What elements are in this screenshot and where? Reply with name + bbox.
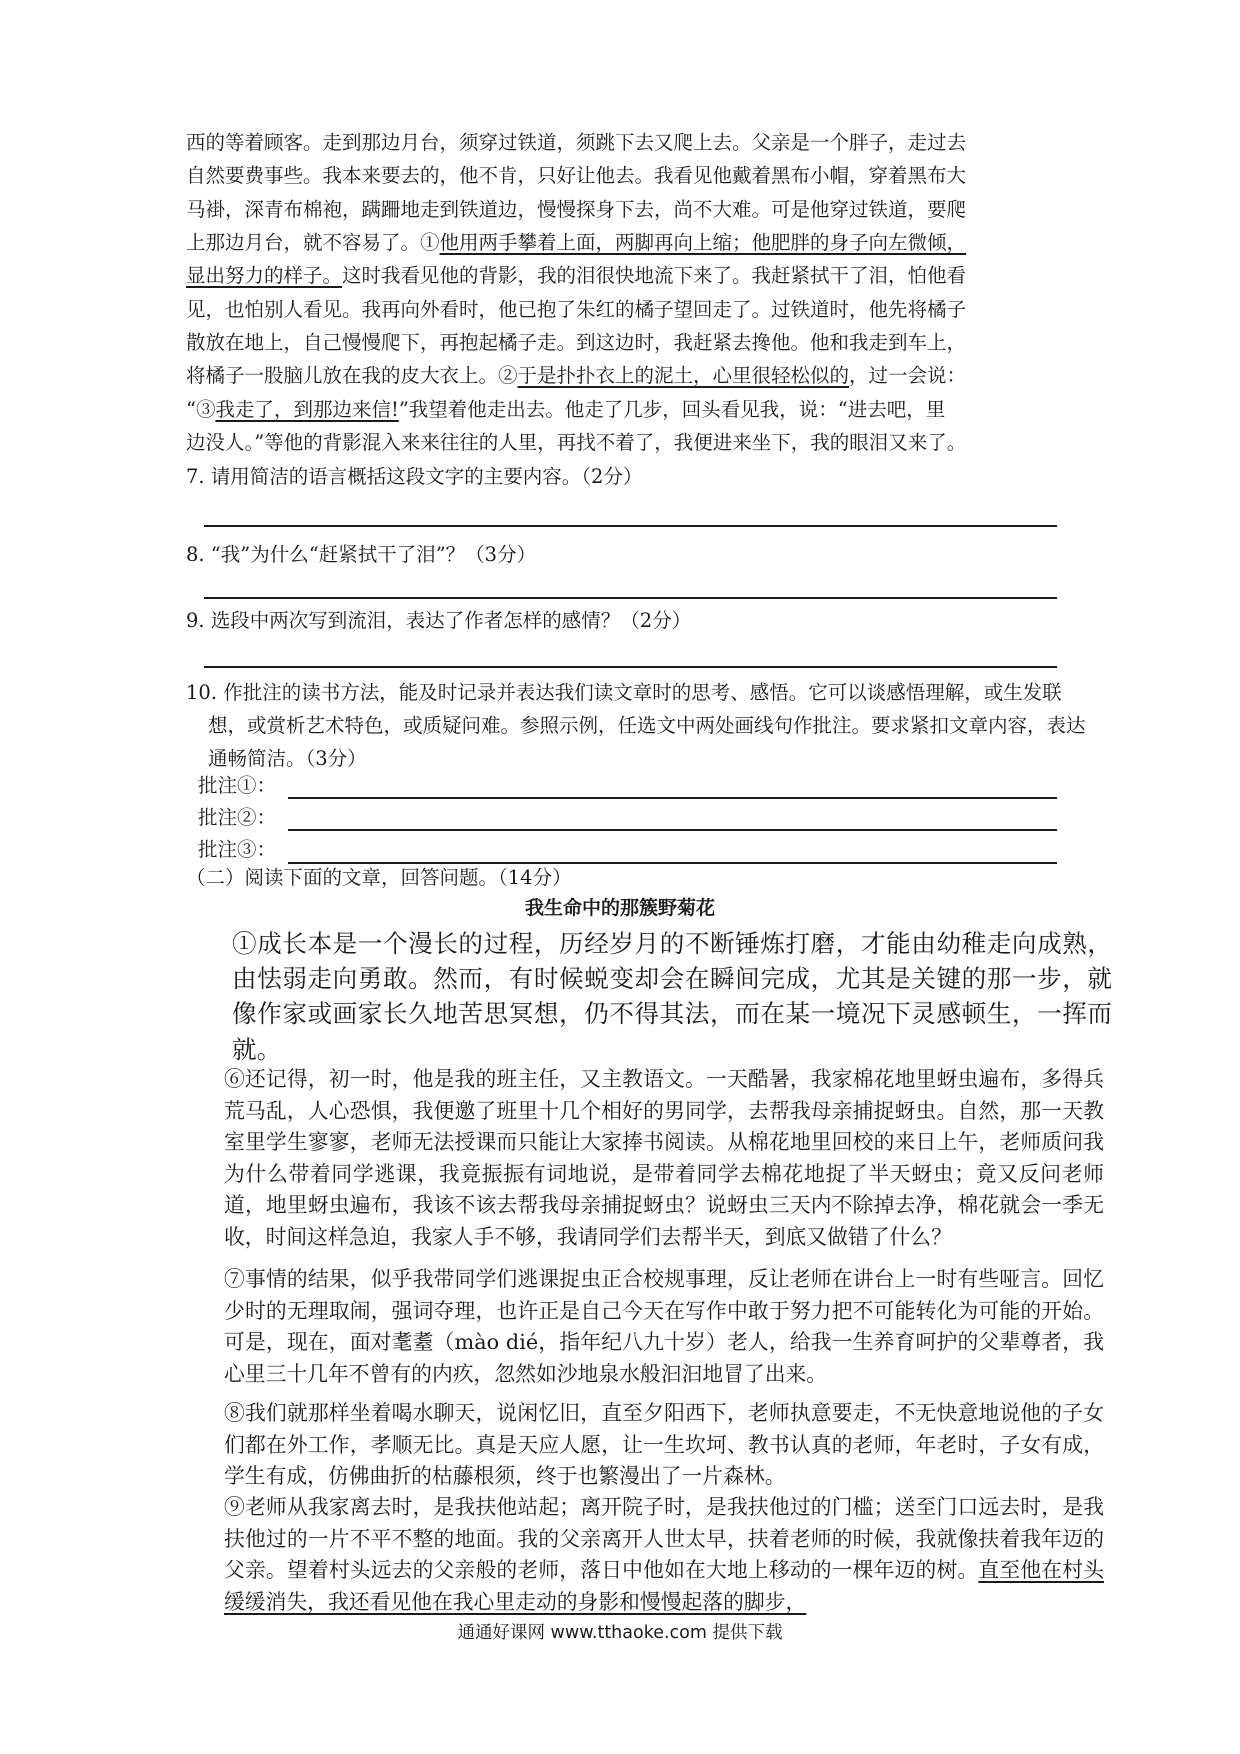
passage-line-9: [186, 393, 1060, 426]
question-7: 7. 请用简洁的语言概括这段文字的主要内容。（2分）: [186, 465, 643, 488]
passage-text: “③: [186, 398, 216, 421]
passage-text: ，过一会说：: [849, 364, 967, 387]
paragraph-9: [186, 1492, 1104, 1618]
passage-text: 上那边月台，就不容易了。①: [186, 231, 440, 254]
essay-title: 我生命中的那簇野菊花: [524, 897, 715, 919]
passage-line-7: 散放在地上，自己慢慢爬下，再抱起橘子走。到这边时，我赶紧去搀他。他和我走到车上，: [186, 331, 967, 354]
passage-line-8: [186, 359, 1060, 392]
underlined-sentence-essay: 直至他在村头缓缓消失，我还看见他在我心里走动的身影和慢慢起落的脚步，: [224, 1558, 1104, 1614]
underlined-sentence-2: 于是扑扑衣上的泥土，心里很轻松似的: [517, 364, 850, 387]
passage-line-10: 边没人。”等他的背影混入来来往往的人里，再找不着了，我便进来坐下，我的眼泪又来了。: [186, 431, 967, 454]
page-footer: 通通好课网 www.tthaoke.com 提供下载: [457, 1623, 783, 1643]
question-8: 8. “我”为什么“赶紧拭干了泪”？（3分）: [186, 543, 537, 566]
passage-line-1: 西的等着顾客。走到那边月台，须穿过铁道，须跳下去又爬上去。父亲是一个胖子，走过去: [186, 131, 967, 154]
annotation-line-1[interactable]: [288, 797, 1057, 799]
underlined-sentence-1: 他用两手攀着上面，两脚再向上缩；他肥胖的身子向左微倾，: [439, 231, 967, 254]
paragraph-7: ⑦事情的结果，似乎我带同学们逃课捉虫正合校规事理，反让老师在讲台上一时有些哑言。回忆少时的无理取闹，强词夺理，也许正是自己今天在写作中敢于努力把不可能转化为可能的开始。可是，现在，面对耄耋（mào dié，指年纪八九十岁）老人，给我一生养育呵护的父辈尊者，我心里三十几年不曾有的内疚，忽然如沙地泉水般汩汩地冒了出来。: [224, 1267, 1104, 1386]
paragraph-9-text: ⑨老师从我家离去时，是我扶他站起；离开院子时，是我扶他过的门槛；送至门口远去时，是我扶他过的一片不平不整的地面。我的父亲离开人世太早，扶着老师的时候，我就像扶着我年迈的父亲。望着村头远去的父亲般的老师，落日中他如在大地上移动的一棵年迈的树。: [224, 1495, 1104, 1582]
underlined-sentence-3: 我走了，到那边来信!: [215, 398, 399, 421]
paragraph-1: ①成长本是一个漫长的过程，历经岁月的不断锤炼打磨，才能由幼稚走向成熟，由怯弱走向勇敢。然而，有时候蜕变却会在瞬间完成，尤其是关键的那一步，就像作家或画家长久地苦思冥想，仍不得其法，而在某一境况下灵感顿生，一挥而就。: [232, 929, 1112, 1064]
answer-line-q8[interactable]: [204, 597, 1057, 599]
passage-text: 这时我看见他的背影，我的泪很快地流下来了。我赶紧拭干了泪，怕他看: [342, 264, 967, 287]
paragraph-6: ⑥还记得，初一时，他是我的班主任，又主教语文。一天酷暑，我家棉花地里蚜虫遍布，多得兵荒马乱，人心恐惧，我便邀了班里十几个相好的男同学，去帮我母亲捕捉蚜虫。自然，那一天教室里学生寥寥，老师无法授课而只能让大家捧书阅读。从棉花地里回校的来日上午，老师质问我为什么带着同学逃课，我竟振振有词地说，是带着同学去棉花地捉了半天蚜虫；竟又反问老师道，地里蚜虫遍布，我该不该去帮我母亲捕捉蚜虫？说蚜虫三天内不除掉去净，棉花就会一季无收，时间这样急迫，我家人手不够，我请同学们去帮半天，到底又做错了什么？: [224, 1067, 1104, 1249]
passage-line-2: 自然要费事些。我本来要去的，他不肯，只好让他去。我看见他戴着黑布小帽，穿着黑布大: [186, 164, 967, 187]
question-10: 10. 作批注的读书方法，能及时记录并表达我们读文章时的思考、感悟。它可以谈感悟理解，或生发联想，或赏析艺术特色，或质疑问难。参照示例，任选文中两处画线句作批注。要求紧扣文章内容，表达通畅简洁。（3分）: [186, 681, 1086, 770]
passage-line-3: 马褂，深青布棉袍，蹒跚地走到铁道边，慢慢探身下去，尚不大难。可是他穿过铁道，要爬: [186, 198, 967, 221]
annotation-line-2[interactable]: [288, 829, 1057, 831]
answer-line-q9[interactable]: [204, 666, 1057, 668]
passage-text: 将橘子一股脑儿放在我的皮大衣上。②: [186, 364, 518, 387]
passage-text: ”我望着他走出去。他走了几步，回头看见我，说：“进去吧，里: [398, 398, 946, 421]
annotation-label-3: 批注③：: [198, 838, 277, 861]
passage-line-4: [186, 226, 1060, 259]
section-heading: （二）阅读下面的文章，回答问题。（14分）: [186, 866, 572, 889]
passage-line-5: [186, 259, 1060, 292]
underlined-sentence-1-cont: 显出努力的样子。: [186, 264, 343, 287]
paragraph-8: ⑧我们就那样坐着喝水聊天，说闲忆旧，直至夕阳西下，老师执意要走，不无快意地说他的子女们都在外工作，孝顺无比。真是天应人愿，让一生坎坷、教书认真的老师，年老时，子女有成，学生有成，仿佛曲折的枯藤根须，终于也繁漫出了一片森林。: [224, 1401, 1104, 1488]
question-9: 9. 选段中两次写到流泪，表达了作者怎样的感情？（2分）: [186, 609, 692, 632]
answer-line-q7[interactable]: [204, 525, 1057, 527]
annotation-label-1: 批注①：: [198, 774, 277, 797]
annotation-label-2: 批注②：: [198, 806, 277, 829]
passage-line-6: 见，也怕别人看见。我再向外看时，他已抱了朱红的橘子望回走了。过铁道时，他先将橘子: [186, 298, 967, 321]
